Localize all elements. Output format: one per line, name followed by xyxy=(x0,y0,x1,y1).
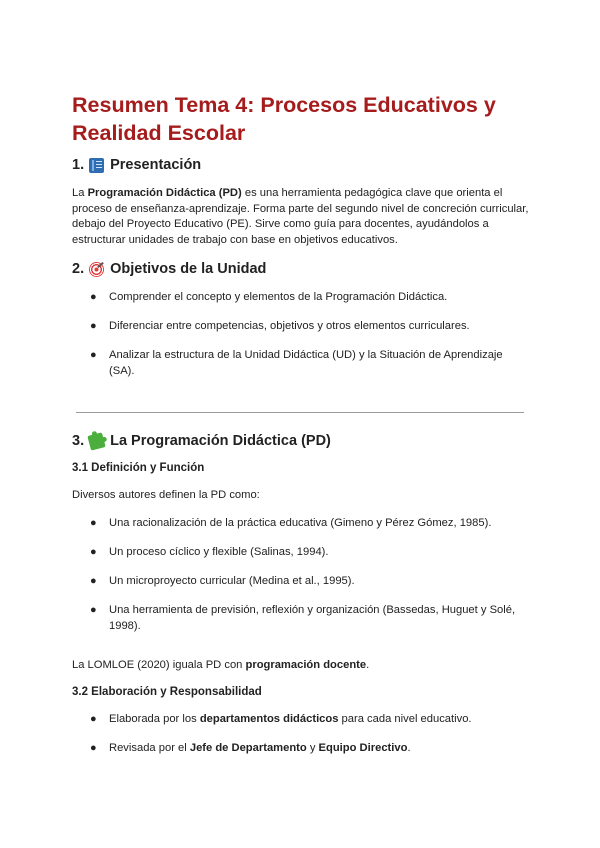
text-span: es una herramienta pedagógica clave que orienta el proceso de enseñanza-aprendizaje. Forma parte del segundo nivel de concreción curricular, debajo del Proyecto Educativo (PE). Sirve como guía para docentes, ayudándolos a estructurar unidades de trabajo con base en objetivos educativos. xyxy=(72,187,529,246)
bold-term: departamentos didácticos xyxy=(199,713,339,725)
page-title: Resumen Tema 4: Procesos Educativos y Realidad Escolar xyxy=(72,93,496,145)
text-span: La LOMLOE (2020) iguala PD con xyxy=(72,659,246,671)
list-item xyxy=(90,348,530,379)
list-item xyxy=(90,290,530,306)
section-title: La Programación Didáctica (PD) xyxy=(110,433,331,449)
direct-hit-target-icon xyxy=(89,262,104,277)
lomloe-paragraph xyxy=(72,658,532,674)
text-span: Elaborada por los xyxy=(109,713,200,725)
bullet-icon: ● xyxy=(90,320,97,332)
text-span: para cada nivel educativo. xyxy=(338,713,472,725)
text-span: . xyxy=(407,742,411,754)
section-number: 1. xyxy=(72,157,85,173)
list-item-text: Una herramienta de previsión, reflexión y organización (Bassedas, Huguet y Solé, 1998). xyxy=(109,604,516,632)
list-item xyxy=(90,574,530,590)
bold-term: Programación Didáctica (PD) xyxy=(87,187,242,199)
list-item-text: Comprender el concepto y elementos de la Programación Didáctica. xyxy=(109,291,448,303)
section-3-heading xyxy=(72,433,331,449)
list-item-text: Una racionalización de la práctica educativa (Gimeno y Pérez Gómez, 1985). xyxy=(109,517,492,529)
list-item xyxy=(90,545,530,561)
definition-intro: Diversos autores definen la PD como: xyxy=(72,489,260,501)
blue-book-icon xyxy=(89,158,104,173)
bold-term: programación docente xyxy=(245,659,367,671)
list-item-text: Un microproyecto curricular (Medina et al., 1995). xyxy=(109,575,355,587)
subsection-3-1-heading: 3.1 Definición y Función xyxy=(72,462,205,474)
list-item xyxy=(90,603,530,634)
text-span: La xyxy=(72,187,88,199)
list-item xyxy=(90,741,530,757)
bullet-icon: ● xyxy=(90,604,97,616)
bullet-icon: ● xyxy=(90,546,97,558)
section-title: Presentación xyxy=(110,157,202,173)
bullet-icon: ● xyxy=(90,291,97,303)
section-number: 2. xyxy=(72,261,85,277)
subsection-3-2-heading: 3.2 Elaboración y Responsabilidad xyxy=(72,686,262,698)
horizontal-divider xyxy=(76,412,524,413)
bold-term: Jefe de Departamento xyxy=(189,742,307,754)
list-item-text: Diferenciar entre competencias, objetivos y otros elementos curriculares. xyxy=(109,320,470,332)
bullet-icon: ● xyxy=(90,349,97,361)
list-item xyxy=(90,319,530,335)
bold-term: Equipo Directivo xyxy=(318,742,408,754)
text-span: . xyxy=(366,659,370,671)
list-item-text: Analizar la estructura de la Unidad Didáctica (UD) y la Situación de Aprendizaje (SA). xyxy=(109,349,503,377)
section-title: Objetivos de la Unidad xyxy=(110,261,267,277)
presentation-paragraph xyxy=(72,186,532,248)
puzzle-piece-icon xyxy=(87,432,105,450)
text-span: y xyxy=(306,742,319,754)
bullet-icon: ● xyxy=(90,713,97,725)
bullet-icon: ● xyxy=(90,517,97,529)
text-span: Revisada por el xyxy=(109,742,190,754)
list-item xyxy=(90,516,530,532)
section-1-heading xyxy=(72,157,201,173)
section-2-heading xyxy=(72,261,266,277)
section-number: 3. xyxy=(72,433,85,449)
bullet-icon: ● xyxy=(90,742,97,754)
bullet-icon: ● xyxy=(90,575,97,587)
list-item xyxy=(90,712,530,728)
list-item-text: Un proceso cíclico y flexible (Salinas, 1994). xyxy=(109,546,329,558)
